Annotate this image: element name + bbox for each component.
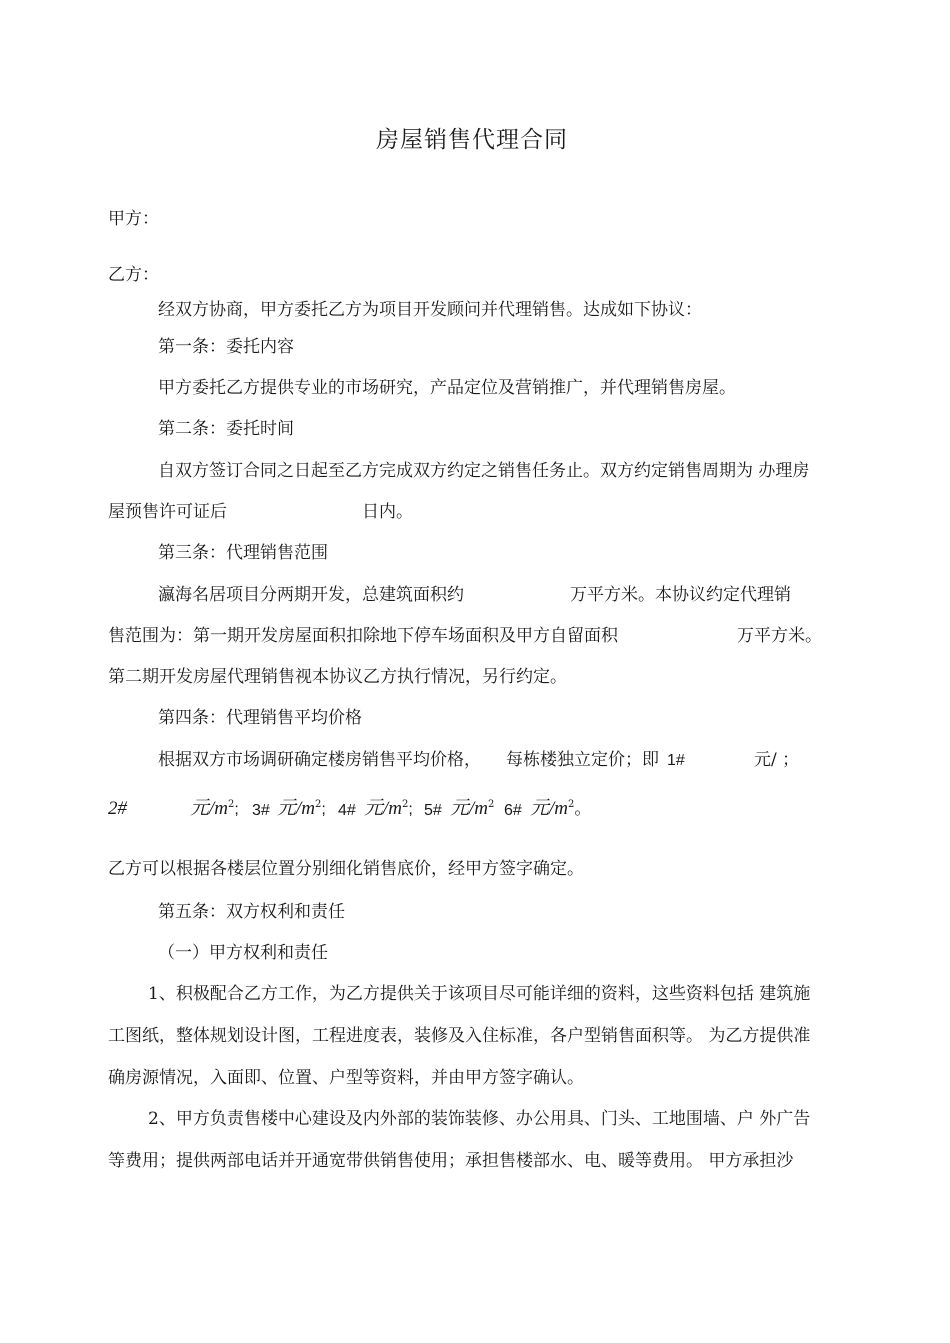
article-4-line-1c: 元/ ；: [754, 750, 800, 770]
article-4-note: 乙方可以根据各楼层位置分别细化销售底价，经甲方签字确定。: [108, 859, 584, 879]
price-building-4: 4#: [338, 802, 356, 819]
price-unit-3: 元$/m^2$;: [277, 798, 326, 819]
intro-paragraph: 经双方协商，甲方委托乙方为项目开发顾问并代理销售。达成如下协议：: [158, 300, 702, 320]
article-1-title: 第一条：委托内容: [158, 337, 294, 357]
article-4-building-1: 1#: [667, 752, 685, 769]
article-3-line-3: 第二期开发房屋代理销售视本协议乙方执行情况，另行约定。: [108, 667, 567, 687]
price-unit-4: 元$/m^2$;: [364, 798, 413, 819]
article-2-line-1: 自双方签订合同之日起至乙方完成双方约定之销售任务止。双方约定销售周期为 办理房: [158, 461, 810, 481]
article-3-title: 第三条：代理销售范围: [158, 543, 328, 563]
article-3-line-2b: 万平方米。: [737, 626, 822, 646]
party-b-label: 乙方：: [108, 265, 159, 285]
price-building-3: 3#: [252, 802, 270, 819]
article-5-title: 第五条：双方权利和责任: [158, 902, 345, 922]
article-1-text: 甲方委托乙方提供专业的市场研究，产品定位及营销推广，并代理销售房屋。: [158, 378, 736, 398]
item-2-line-1: 2、甲方负责售楼中心建设及内外部的装饰装修、办公用具、门头、工地围墙、户 外广告: [148, 1109, 811, 1129]
price-unit-6: 元$/m^2$。: [530, 798, 592, 819]
price-building-5: 5#: [424, 802, 442, 819]
article-3-line-1a: 瀛海名居项目分两期开发，总建筑面积约: [158, 585, 464, 605]
article-2-line-2b: 日内。: [362, 502, 413, 522]
article-4-title: 第四条：代理销售平均价格: [158, 708, 362, 728]
document-title: 房屋销售代理合同: [376, 127, 568, 153]
party-a-label: 甲方：: [108, 209, 159, 229]
price-building-2: 2#: [108, 798, 127, 819]
item-1-line-3: 确房源情况，入面即、位置、户型等资料，并由甲方签字确认。: [108, 1068, 584, 1088]
article-4-line-1a: 根据双方市场调研确定楼房销售平均价格，: [158, 750, 481, 770]
item-1-line-1: 1、积极配合乙方工作，为乙方提供关于该项目尽可能详细的资料，这些资料包括 建筑施: [148, 984, 811, 1004]
price-unit-5: 元$/m^2$: [450, 798, 495, 819]
article-2-title: 第二条：委托时间: [158, 419, 294, 439]
article-3-line-1b: 万平方米。本协议约定代理销: [570, 585, 791, 605]
article-3-line-2a: 售范围为：第一期开发房屋面积扣除地下停车场面积及甲方自留面积: [108, 626, 618, 646]
price-unit-2: 元$/m^2$;: [190, 798, 239, 819]
article-2-line-2a: 屋预售许可证后: [108, 502, 227, 522]
price-building-6: 6#: [504, 802, 522, 819]
article-4-line-1b: 每栋楼独立定价；即: [506, 750, 659, 770]
item-2-line-2: 等费用；提供两部电话并开通宽带供销售使用；承担售楼部水、电、暖等费用。 甲方承担沙: [108, 1151, 794, 1171]
article-5-subtitle-1: （一）甲方权利和责任: [158, 943, 328, 963]
item-1-line-2: 工图纸，整体规划设计图，工程进度表，装修及入住标准，各户型销售面积等。 为乙方提供准: [108, 1026, 811, 1046]
